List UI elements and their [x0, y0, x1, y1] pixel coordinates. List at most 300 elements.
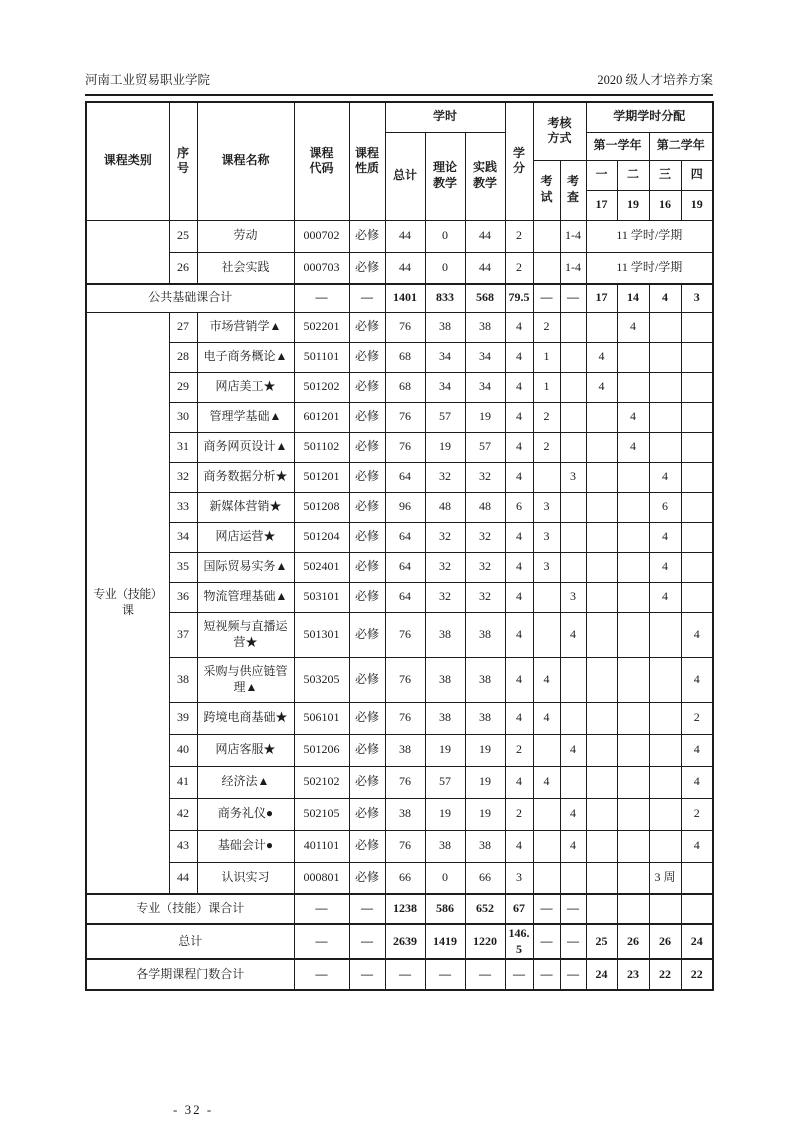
cell-course-name: 商务网页设计▲ [197, 432, 294, 462]
cell-hours-theory: 19 [425, 734, 465, 766]
cell-check: 4 [560, 734, 586, 766]
cell-credit: 4 [505, 462, 533, 492]
cell-credit: 2 [505, 252, 533, 284]
cell-sem2 [617, 830, 649, 862]
cell-course-nature: 必修 [349, 462, 385, 492]
cell-sem4 [681, 552, 713, 582]
cell-check [560, 657, 586, 702]
cell-course-name: 新媒体营销★ [197, 492, 294, 522]
cell-hours-practice: 38 [465, 830, 505, 862]
header-cell-hours-total: 总计 [385, 132, 425, 220]
cell-sem3 [649, 734, 681, 766]
cell-check [560, 702, 586, 734]
cell-course-name: 市场营销学▲ [197, 312, 294, 342]
cell-hours-theory: 32 [425, 462, 465, 492]
cell-sem3: 4 [649, 522, 681, 552]
cell-sem2 [617, 862, 649, 894]
table-body [86, 220, 713, 990]
header-group-hours: 学时 [385, 102, 505, 132]
cell-sem2: 4 [617, 312, 649, 342]
cell-exam [533, 862, 560, 894]
cell-course-no: 44 [169, 862, 197, 894]
cell-course-code: 501204 [294, 522, 349, 552]
cell-sem1: 25 [586, 924, 617, 959]
cell-exam: 4 [533, 702, 560, 734]
course-row [86, 552, 713, 582]
cell-hours-theory: 34 [425, 372, 465, 402]
cell-credit: 4 [505, 312, 533, 342]
cell-hours-theory: 38 [425, 657, 465, 702]
cell-course-code: 501206 [294, 734, 349, 766]
cell-course-name: 经济法▲ [197, 766, 294, 798]
cell-exam: 1 [533, 372, 560, 402]
cell-course-nature: 必修 [349, 657, 385, 702]
cell-course-nature: 必修 [349, 342, 385, 372]
cell-course-nature: 必修 [349, 582, 385, 612]
cell-course-name: 跨境电商基础★ [197, 702, 294, 734]
cell-sem1 [586, 734, 617, 766]
cell-course-no: 31 [169, 432, 197, 462]
header-group-semester-allocation: 学期学时分配 [586, 102, 713, 132]
cell-hours-total: 64 [385, 582, 425, 612]
header-cell-hours-theory: 理论教学 [425, 132, 465, 220]
cell-sem3 [649, 798, 681, 830]
cell-hours-theory: 833 [425, 284, 465, 312]
cell-exam: — [533, 959, 560, 990]
cell-credit: 4 [505, 766, 533, 798]
cell-credit: 4 [505, 522, 533, 552]
header-cell-weeks-sem2: 19 [617, 190, 649, 220]
cell-course-nature: — [349, 894, 385, 924]
cell-sem3 [649, 894, 681, 924]
cell-credit: 146.5 [505, 924, 533, 959]
header-cell-sem3: 三 [649, 160, 681, 190]
cell-course-no: 35 [169, 552, 197, 582]
cell-credit: — [505, 959, 533, 990]
cell-exam: — [533, 284, 560, 312]
cell-hours-practice: 1220 [465, 924, 505, 959]
cell-sem4: 3 [681, 284, 713, 312]
course-row [86, 402, 713, 432]
cell-sem3: 4 [649, 582, 681, 612]
cell-course-no: 37 [169, 612, 197, 657]
course-row [86, 734, 713, 766]
header-cell-sem4: 四 [681, 160, 713, 190]
cell-sem3 [649, 766, 681, 798]
school-name: 河南工业贸易职业学院 [85, 73, 211, 87]
cell-check [560, 402, 586, 432]
cell-credit: 4 [505, 702, 533, 734]
cell-sem4 [681, 582, 713, 612]
cell-course-nature: 必修 [349, 312, 385, 342]
header-cell-weeks-sem3: 16 [649, 190, 681, 220]
header-cell-course-nature: 课程性质 [349, 102, 385, 220]
cell-credit: 4 [505, 612, 533, 657]
cell-course-code: 000801 [294, 862, 349, 894]
cell-sem2 [617, 552, 649, 582]
cell-hours-theory: 19 [425, 798, 465, 830]
cell-sem2 [617, 702, 649, 734]
cell-sem4 [681, 862, 713, 894]
cell-course-name: 管理学基础▲ [197, 402, 294, 432]
course-row [86, 372, 713, 402]
cell-hours-total: 76 [385, 312, 425, 342]
header-cell-weeks-sem4: 19 [681, 190, 713, 220]
header-cell-year2: 第二学年 [649, 132, 713, 160]
cell-course-nature: — [349, 284, 385, 312]
cell-course-nature: 必修 [349, 220, 385, 252]
cell-hours-theory: 38 [425, 830, 465, 862]
cell-category-blank [86, 220, 169, 284]
cell-course-no: 26 [169, 252, 197, 284]
cell-course-name: 物流管理基础▲ [197, 582, 294, 612]
cell-sem2 [617, 492, 649, 522]
cell-course-name: 商务礼仪● [197, 798, 294, 830]
cell-check: 4 [560, 830, 586, 862]
cell-sem1 [586, 862, 617, 894]
cell-course-nature: 必修 [349, 830, 385, 862]
course-row [86, 612, 713, 657]
cell-summary-label: 专业（技能）课合计 [86, 894, 294, 924]
cell-sem3 [649, 402, 681, 432]
curriculum-table [85, 101, 714, 991]
cell-credit: 4 [505, 552, 533, 582]
cell-hours-total: 76 [385, 432, 425, 462]
plan-title: 2020 级人才培养方案 [597, 73, 713, 87]
header-cell-course-code: 课程代码 [294, 102, 349, 220]
cell-hours-total: 1401 [385, 284, 425, 312]
cell-credit: 4 [505, 830, 533, 862]
cell-exam: 2 [533, 402, 560, 432]
cell-sem-merged: 11 学时/学期 [586, 252, 713, 284]
cell-sem3 [649, 342, 681, 372]
cell-sem3 [649, 372, 681, 402]
cell-check [560, 522, 586, 552]
cell-hours-practice: 19 [465, 402, 505, 432]
cell-sem4 [681, 462, 713, 492]
cell-course-no: 40 [169, 734, 197, 766]
cell-course-code: 000703 [294, 252, 349, 284]
cell-course-nature: 必修 [349, 612, 385, 657]
cell-check [560, 312, 586, 342]
cell-exam: — [533, 924, 560, 959]
summary-row [86, 959, 713, 990]
cell-hours-practice: 34 [465, 372, 505, 402]
course-row [86, 462, 713, 492]
cell-hours-theory: 57 [425, 402, 465, 432]
cell-hours-total: — [385, 959, 425, 990]
header-cell-credit: 学分 [505, 102, 533, 220]
cell-sem4: 4 [681, 612, 713, 657]
cell-course-code: 502102 [294, 766, 349, 798]
cell-exam [533, 734, 560, 766]
cell-course-code: 503205 [294, 657, 349, 702]
content-area [85, 72, 713, 1117]
cell-sem4 [681, 432, 713, 462]
header-cell-sem1: 一 [586, 160, 617, 190]
cell-summary-label: 总计 [86, 924, 294, 959]
cell-hours-theory: 19 [425, 432, 465, 462]
cell-hours-total: 76 [385, 702, 425, 734]
cell-sem2: 23 [617, 959, 649, 990]
cell-check [560, 492, 586, 522]
cell-sem2: 26 [617, 924, 649, 959]
cell-check: 4 [560, 612, 586, 657]
table-header [86, 102, 713, 220]
cell-course-name: 电子商务概论▲ [197, 342, 294, 372]
cell-credit: 3 [505, 862, 533, 894]
cell-hours-theory: 38 [425, 312, 465, 342]
cell-sem1 [586, 830, 617, 862]
cell-exam [533, 612, 560, 657]
course-row [86, 657, 713, 702]
cell-course-no: 39 [169, 702, 197, 734]
cell-hours-practice: 32 [465, 552, 505, 582]
cell-sem3 [649, 830, 681, 862]
cell-course-nature: 必修 [349, 432, 385, 462]
cell-sem2 [617, 612, 649, 657]
cell-hours-theory: 586 [425, 894, 465, 924]
cell-course-code: 601201 [294, 402, 349, 432]
cell-hours-theory: 32 [425, 522, 465, 552]
cell-sem4 [681, 894, 713, 924]
cell-check [560, 372, 586, 402]
cell-sem2 [617, 734, 649, 766]
cell-credit: 4 [505, 432, 533, 462]
cell-sem1 [586, 582, 617, 612]
cell-course-no: 43 [169, 830, 197, 862]
cell-credit: 79.5 [505, 284, 533, 312]
cell-credit: 2 [505, 798, 533, 830]
cell-course-nature: — [349, 959, 385, 990]
cell-check: 1-4 [560, 220, 586, 252]
cell-hours-theory: 0 [425, 252, 465, 284]
cell-sem1 [586, 702, 617, 734]
cell-check: 1-4 [560, 252, 586, 284]
cell-sem4 [681, 522, 713, 552]
cell-hours-practice: 19 [465, 734, 505, 766]
header-cell-hours-practice: 实践教学 [465, 132, 505, 220]
summary-row [86, 894, 713, 924]
cell-course-no: 27 [169, 312, 197, 342]
cell-hours-total: 44 [385, 220, 425, 252]
cell-sem1 [586, 462, 617, 492]
cell-sem2 [617, 657, 649, 702]
course-row [86, 830, 713, 862]
cell-course-code: — [294, 894, 349, 924]
cell-course-nature: — [349, 924, 385, 959]
cell-course-no: 28 [169, 342, 197, 372]
cell-exam: — [533, 894, 560, 924]
cell-hours-practice: 66 [465, 862, 505, 894]
cell-course-name: 网店美工★ [197, 372, 294, 402]
cell-sem3: 3 周 [649, 862, 681, 894]
cell-sem1 [586, 312, 617, 342]
cell-sem3: 26 [649, 924, 681, 959]
document-header [85, 72, 713, 96]
cell-sem4 [681, 372, 713, 402]
cell-sem4: 22 [681, 959, 713, 990]
cell-hours-theory: 1419 [425, 924, 465, 959]
cell-check: 3 [560, 582, 586, 612]
cell-sem4: 4 [681, 657, 713, 702]
cell-course-nature: 必修 [349, 766, 385, 798]
cell-course-code: — [294, 924, 349, 959]
cell-exam: 4 [533, 657, 560, 702]
cell-hours-practice: 32 [465, 522, 505, 552]
cell-sem1: 17 [586, 284, 617, 312]
cell-sem1 [586, 552, 617, 582]
cell-course-code: 501202 [294, 372, 349, 402]
cell-sem3: 6 [649, 492, 681, 522]
cell-hours-practice: 19 [465, 798, 505, 830]
cell-course-name: 网店客服★ [197, 734, 294, 766]
cell-course-code: 502105 [294, 798, 349, 830]
cell-hours-practice: — [465, 959, 505, 990]
cell-sem3 [649, 432, 681, 462]
cell-sem4 [681, 492, 713, 522]
cell-sem2 [617, 342, 649, 372]
cell-hours-theory: — [425, 959, 465, 990]
cell-sem2 [617, 462, 649, 492]
cell-sem4: 2 [681, 798, 713, 830]
course-row [86, 862, 713, 894]
cell-check [560, 862, 586, 894]
cell-credit: 4 [505, 342, 533, 372]
cell-hours-theory: 57 [425, 766, 465, 798]
cell-sem2 [617, 894, 649, 924]
cell-exam: 2 [533, 312, 560, 342]
cell-exam: 4 [533, 766, 560, 798]
cell-sem-merged: 11 学时/学期 [586, 220, 713, 252]
cell-sem3 [649, 702, 681, 734]
cell-hours-practice: 32 [465, 582, 505, 612]
cell-hours-practice: 38 [465, 657, 505, 702]
cell-course-nature: 必修 [349, 372, 385, 402]
header-group-assessment: 考核方式 [533, 102, 586, 160]
cell-course-no: 32 [169, 462, 197, 492]
cell-course-name: 短视频与直播运营★ [197, 612, 294, 657]
cell-course-code: 401101 [294, 830, 349, 862]
cell-sem2 [617, 766, 649, 798]
course-row [86, 766, 713, 798]
cell-course-code: 501102 [294, 432, 349, 462]
cell-hours-practice: 44 [465, 220, 505, 252]
cell-check [560, 342, 586, 372]
cell-course-no: 29 [169, 372, 197, 402]
cell-sem3: 4 [649, 552, 681, 582]
cell-course-nature: 必修 [349, 252, 385, 284]
cell-hours-theory: 32 [425, 582, 465, 612]
cell-hours-total: 64 [385, 552, 425, 582]
cell-course-no: 36 [169, 582, 197, 612]
cell-credit: 4 [505, 402, 533, 432]
cell-category-skill-courses: 专业（技能）课 [86, 312, 169, 894]
cell-sem2 [617, 798, 649, 830]
cell-hours-practice: 38 [465, 312, 505, 342]
cell-course-nature: 必修 [349, 734, 385, 766]
cell-course-name: 国际贸易实务▲ [197, 552, 294, 582]
summary-row [86, 284, 713, 312]
header-cell-weeks-sem1: 17 [586, 190, 617, 220]
cell-hours-total: 66 [385, 862, 425, 894]
cell-sem4: 4 [681, 734, 713, 766]
course-row [86, 582, 713, 612]
cell-hours-theory: 0 [425, 220, 465, 252]
cell-sem3: 4 [649, 462, 681, 492]
cell-sem1 [586, 657, 617, 702]
cell-hours-practice: 48 [465, 492, 505, 522]
cell-exam: 2 [533, 432, 560, 462]
cell-sem4: 4 [681, 766, 713, 798]
cell-check: 3 [560, 462, 586, 492]
cell-hours-total: 44 [385, 252, 425, 284]
cell-hours-theory: 34 [425, 342, 465, 372]
cell-sem4: 4 [681, 830, 713, 862]
cell-summary-label: 公共基础课合计 [86, 284, 294, 312]
header-cell-course-name: 课程名称 [197, 102, 294, 220]
cell-sem1 [586, 402, 617, 432]
cell-sem4 [681, 312, 713, 342]
header-cell-exam: 考试 [533, 160, 560, 220]
cell-hours-total: 64 [385, 462, 425, 492]
cell-hours-theory: 38 [425, 702, 465, 734]
cell-course-nature: 必修 [349, 402, 385, 432]
cell-exam [533, 220, 560, 252]
cell-hours-total: 76 [385, 830, 425, 862]
header-cell-index: 序号 [169, 102, 197, 220]
cell-hours-total: 64 [385, 522, 425, 552]
header-cell-sem2: 二 [617, 160, 649, 190]
cell-hours-total: 76 [385, 657, 425, 702]
cell-sem4 [681, 342, 713, 372]
summary-row [86, 924, 713, 959]
cell-course-no: 42 [169, 798, 197, 830]
course-row [86, 702, 713, 734]
cell-exam [533, 830, 560, 862]
cell-sem3 [649, 612, 681, 657]
cell-course-code: 501101 [294, 342, 349, 372]
cell-hours-practice: 44 [465, 252, 505, 284]
cell-course-nature: 必修 [349, 522, 385, 552]
cell-sem3 [649, 312, 681, 342]
header-cell-year1: 第一学年 [586, 132, 649, 160]
cell-course-code: 502401 [294, 552, 349, 582]
cell-exam: 1 [533, 342, 560, 372]
cell-hours-theory: 32 [425, 552, 465, 582]
course-row [86, 798, 713, 830]
cell-course-nature: 必修 [349, 492, 385, 522]
cell-credit: 2 [505, 220, 533, 252]
cell-hours-practice: 57 [465, 432, 505, 462]
cell-sem1 [586, 432, 617, 462]
cell-sem2 [617, 522, 649, 552]
course-row [86, 432, 713, 462]
cell-course-code: 501201 [294, 462, 349, 492]
cell-sem1: 4 [586, 372, 617, 402]
cell-course-no: 25 [169, 220, 197, 252]
course-row [86, 492, 713, 522]
cell-credit: 4 [505, 372, 533, 402]
cell-hours-practice: 568 [465, 284, 505, 312]
cell-sem3: 22 [649, 959, 681, 990]
cell-sem1 [586, 894, 617, 924]
cell-credit: 6 [505, 492, 533, 522]
cell-hours-total: 76 [385, 766, 425, 798]
cell-hours-total: 76 [385, 612, 425, 657]
cell-credit: 67 [505, 894, 533, 924]
cell-hours-total: 76 [385, 402, 425, 432]
